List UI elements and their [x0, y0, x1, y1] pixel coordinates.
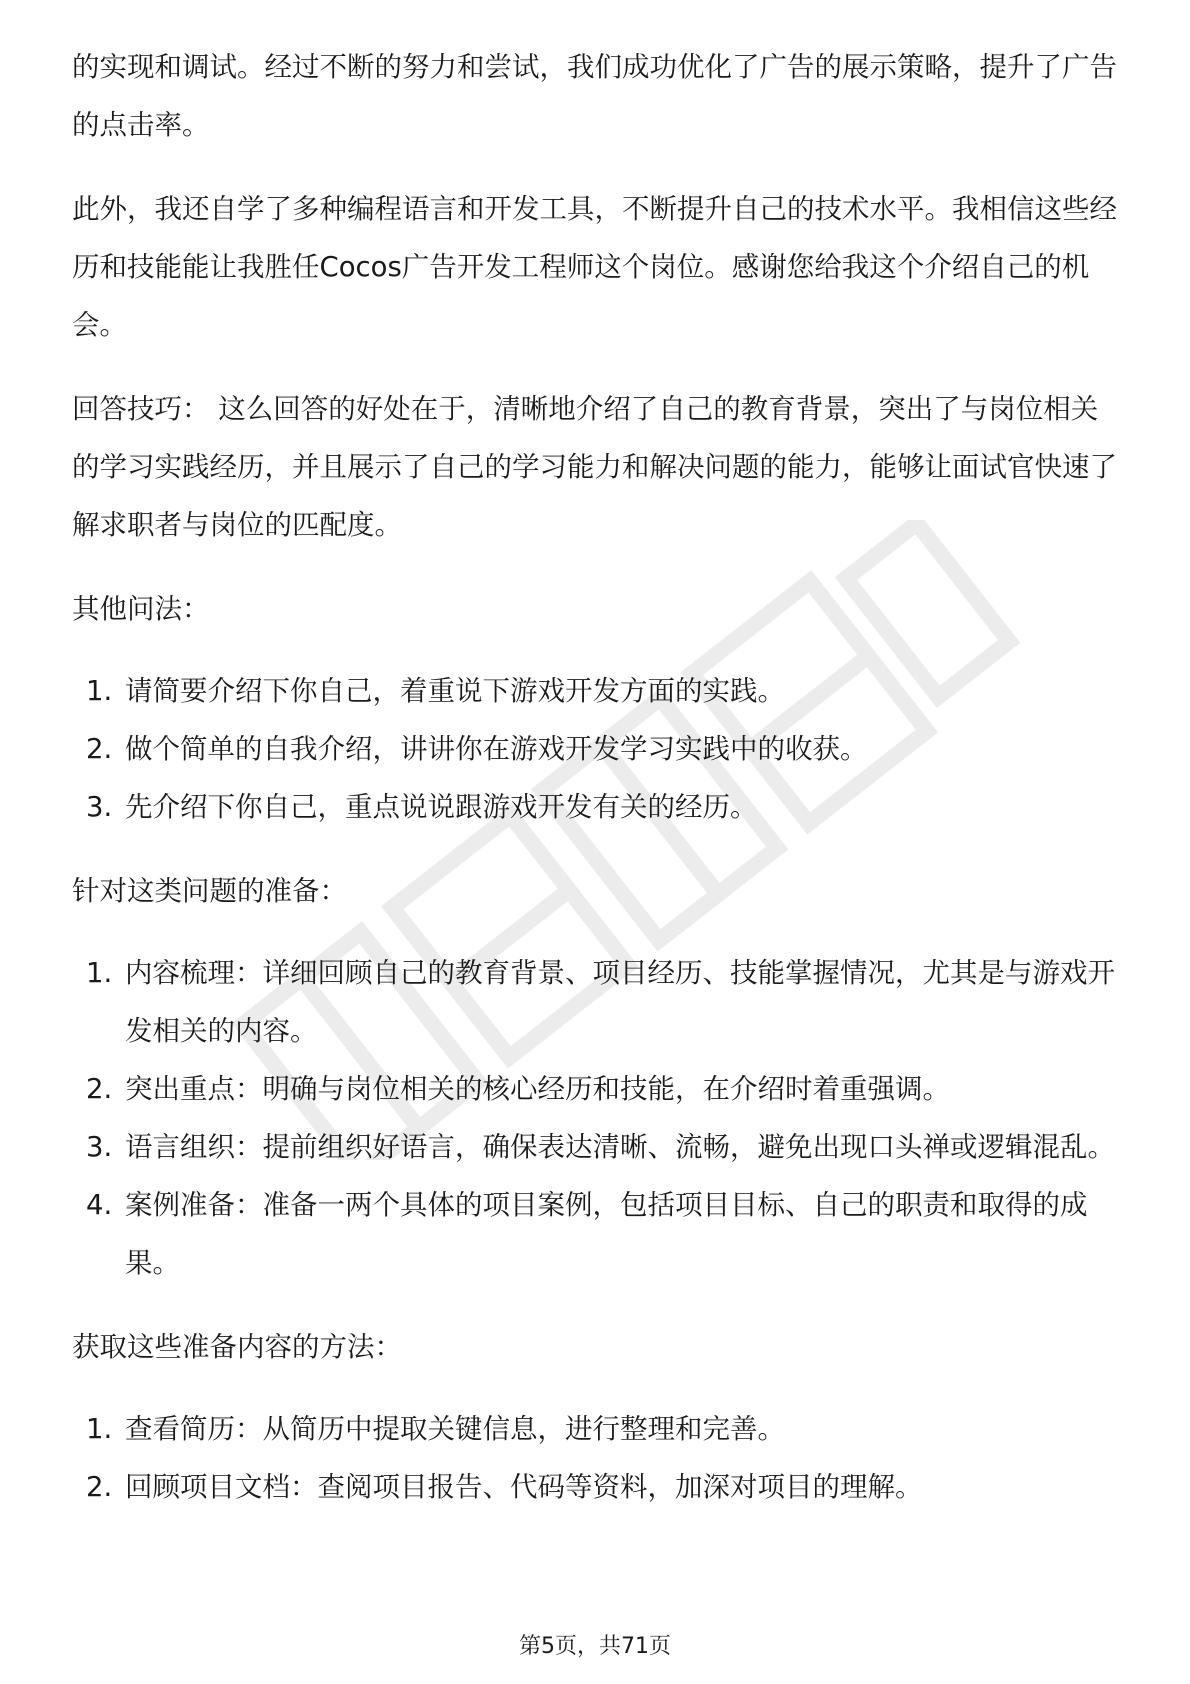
preparation-heading: 针对这类问题的准备：	[72, 875, 347, 907]
other-questions-list	[72, 662, 1122, 836]
methods-list	[72, 1400, 1122, 1516]
list-item: 2. 突出重点：明确与岗位相关的核心经历和技能，在介绍时着重强调。	[86, 1073, 950, 1105]
list-item: 1. 内容梳理：详细回顾自己的教育背景、项目经历、技能掌握情况，尤其是与游戏开发相关的内容。	[86, 957, 1115, 1047]
list-item: 3. 语言组织：提前组织好语言，确保表达清晰、流畅，避免出现口头禅或逻辑混乱。	[86, 1131, 1115, 1163]
document-body	[72, 38, 1122, 1516]
list-item: 4. 案例准备：准备一两个具体的项目案例，包括项目目标、自己的职责和取得的成果。	[86, 1189, 1088, 1279]
list-item: 1. 查看简历：从简历中提取关键信息，进行整理和完善。	[86, 1413, 785, 1445]
list-item: 3. 先介绍下你自己，重点说说跟游戏开发有关的经历。	[86, 791, 758, 823]
paragraph-2: 此外，我还自学了多种编程语言和开发工具，不断提升自己的技术水平。我相信这些经历和技能能让我胜任Cocos广告开发工程师这个岗位。感谢您给我这个介绍自己的机会。	[72, 193, 1117, 341]
page-indicator: 第5页，共71页	[519, 1634, 671, 1659]
methods-heading: 获取这些准备内容的方法：	[72, 1331, 402, 1363]
list-item: 2. 回顾项目文档：查阅项目报告、代码等资料，加深对项目的理解。	[86, 1471, 923, 1503]
preparation-list	[72, 944, 1122, 1292]
paragraph-1: 的实现和调试。经过不断的努力和尝试，我们成功优化了广告的展示策略，提升了广告的点击率。	[72, 51, 1117, 141]
answer-tips-paragraph: 回答技巧： 这么回答的好处在于，清晰地介绍了自己的教育背景，突出了与岗位相关的学习实践经历，并且展示了自己的学习能力和解决问题的能力，能够让面试官快速了解求职者与岗位的匹配度。	[72, 393, 1117, 541]
list-item: 1. 请简要介绍下你自己，着重说下游戏开发方面的实践。	[86, 675, 785, 707]
other-questions-heading: 其他问法：	[72, 593, 210, 625]
list-item: 2. 做个简单的自我介绍，讲讲你在游戏开发学习实践中的收获。	[86, 733, 868, 765]
